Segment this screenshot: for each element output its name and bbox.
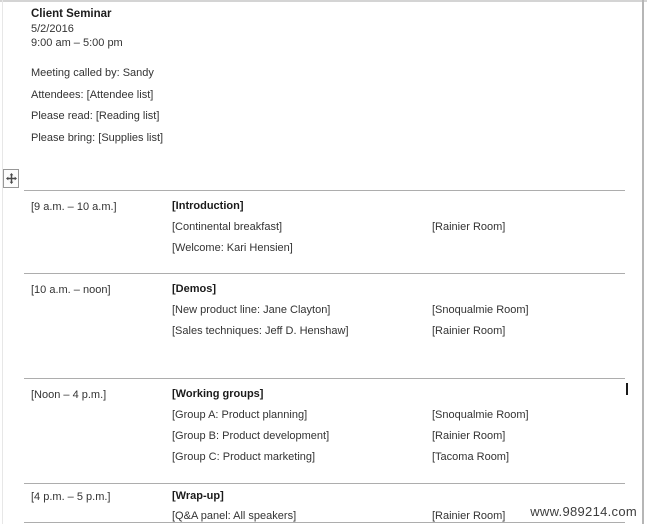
agenda-time-cell: [Noon – 4 p.m.] xyxy=(31,389,107,401)
agenda-activity: [Wrap-up] xyxy=(172,490,224,502)
agenda-activity: [Working groups] xyxy=(172,388,264,400)
agenda-activity: [Group C: Product marketing] xyxy=(172,451,316,463)
agenda-activity: [Group B: Product development] xyxy=(172,430,330,442)
meeting-details xyxy=(31,67,163,153)
meeting-title: Client Seminar xyxy=(31,8,112,20)
agenda-activity: [Sales techniques: Jeff D. Henshaw] xyxy=(172,325,349,337)
agenda-line xyxy=(172,304,625,325)
meeting-called-by-line: Meeting called by: Sandy xyxy=(31,67,154,79)
agenda-line xyxy=(172,242,625,263)
agenda-activity: [Welcome: Kari Hensien] xyxy=(172,242,293,254)
agenda-room: [Rainier Room] xyxy=(432,325,506,337)
agenda-row xyxy=(24,378,625,483)
agenda-time-cell: [4 p.m. – 5 p.m.] xyxy=(31,491,111,503)
table-move-handle[interactable] xyxy=(3,169,19,188)
agenda-activity: [Introduction] xyxy=(172,200,244,212)
agenda-room: [Snoqualmie Room] xyxy=(432,409,529,421)
move-cross-icon xyxy=(6,173,17,184)
agenda-room: [Rainier Room] xyxy=(432,430,506,442)
please-bring-line: Please bring: [Supplies list] xyxy=(31,131,164,144)
agenda-line xyxy=(172,451,625,472)
agenda-activity: [Group A: Product planning] xyxy=(172,409,308,421)
page-left-edge xyxy=(2,0,3,524)
page-top-edge xyxy=(0,0,647,2)
watermark-text: www.989214.com xyxy=(530,504,637,519)
agenda-line xyxy=(172,409,625,430)
agenda-line xyxy=(172,200,625,221)
agenda-activity: [Continental breakfast] xyxy=(172,221,283,233)
page-right-edge xyxy=(642,0,644,524)
agenda-line xyxy=(172,325,625,346)
agenda-activity: [Demos] xyxy=(172,283,217,295)
agenda-line xyxy=(172,430,625,451)
agenda-row-lines xyxy=(24,283,625,346)
agenda-line xyxy=(172,283,625,304)
text-cursor xyxy=(626,383,628,395)
agenda-activity: [Q&A panel: All speakers] xyxy=(172,510,297,522)
agenda-time-cell: [9 a.m. – 10 a.m.] xyxy=(31,201,117,213)
agenda-line xyxy=(172,388,625,409)
agenda-table xyxy=(24,190,625,523)
agenda-row xyxy=(24,273,625,378)
meeting-date: 5/2/2016 xyxy=(31,22,74,35)
agenda-row-lines xyxy=(24,388,625,472)
agenda-room: [Rainier Room] xyxy=(432,510,506,522)
agenda-row-lines xyxy=(24,200,625,263)
agenda-row xyxy=(24,190,625,273)
attendees-line: Attendees: [Attendee list] xyxy=(31,88,154,101)
agenda-room: [Rainier Room] xyxy=(432,221,506,233)
meeting-header xyxy=(31,3,123,51)
please-read-line: Please read: [Reading list] xyxy=(31,110,160,122)
agenda-activity: [New product line: Jane Clayton] xyxy=(172,304,331,316)
agenda-time-cell: [10 a.m. – noon] xyxy=(31,284,111,296)
meeting-time-range: 9:00 am – 5:00 pm xyxy=(31,37,123,49)
agenda-line xyxy=(172,221,625,242)
agenda-room: [Tacoma Room] xyxy=(432,451,510,463)
agenda-room: [Snoqualmie Room] xyxy=(432,304,529,316)
